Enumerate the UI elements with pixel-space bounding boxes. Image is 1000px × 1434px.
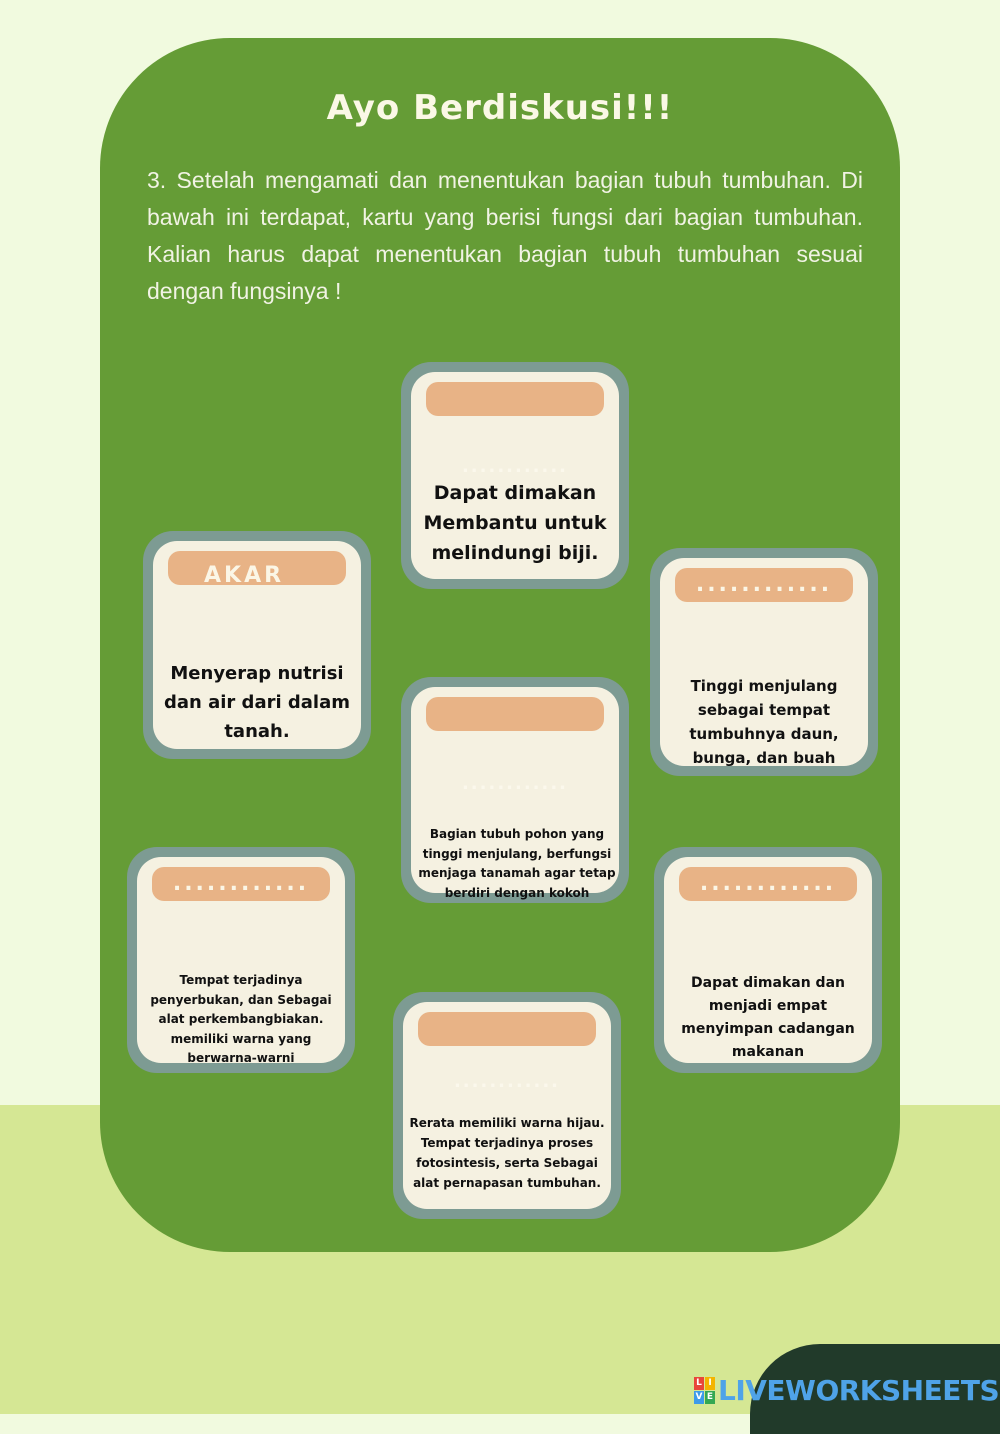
answer-field[interactable]: ............	[675, 568, 853, 602]
liveworksheets-logo[interactable]	[694, 1375, 999, 1405]
instruction-text: 3. Setelah mengamati dan menentukan bagian tubuh tumbuhan. Di bawah ini terdapat, kartu yang berisi fungsi dari bagian tumbuhan. Kalian harus dapat menentukan bagian tubuh tumbuhan sesuai dengan fungsinya !	[147, 167, 863, 304]
card-function-text: Bagian tubuh pohon yang tinggi menjulang, berfungsi menjaga tanamah agar tetap berdiri dengan kokoh	[418, 827, 616, 900]
card-4	[401, 677, 629, 903]
card-function-text: Tempat terjadinya penyerbukan, dan Sebagai alat perkembangbiakan. memiliki warna yang berwarna-warni	[150, 973, 332, 1065]
card-1	[401, 362, 629, 589]
answer-dots: ............	[461, 456, 569, 477]
answer-dots: ............	[461, 773, 569, 794]
card-function-text: Dapat dimakan Membantu untuk melindungi biji.	[423, 482, 607, 564]
answer-field[interactable]: ............	[679, 867, 857, 901]
answer-field[interactable]	[426, 382, 604, 416]
card-function-text: Dapat dimakan dan menjadi empat menyimpan cadangan makanan	[681, 975, 855, 1060]
card-3	[650, 548, 878, 776]
card-2	[143, 531, 371, 759]
answer-field[interactable]	[418, 1012, 596, 1046]
card-function-text: Tinggi menjulang sebagai tempat tumbuhnya daun, bunga, dan buah	[689, 677, 839, 767]
answer-field[interactable]: ............	[152, 867, 330, 901]
card-5	[127, 847, 355, 1073]
answer-dots: ............	[453, 1071, 561, 1092]
page-title: Ayo Berdiskusi!!!	[326, 88, 674, 128]
card-7	[393, 992, 621, 1219]
liveworksheets-mark-icon: L I V E	[695, 1377, 714, 1402]
answer-field[interactable]: AKAR	[168, 551, 346, 585]
card-6	[654, 847, 882, 1073]
card-function-text: Rerata memiliki warna hijau. Tempat terjadinya proses fotosintesis, serta Sebagai alat pernapasan tumbuhan.	[409, 1116, 605, 1190]
answer-field[interactable]	[426, 697, 604, 731]
card-function-text: Menyerap nutrisi dan air dari dalam tanah.	[163, 663, 351, 742]
liveworksheets-text: LIVEWORKSHEETS	[718, 1373, 1000, 1407]
